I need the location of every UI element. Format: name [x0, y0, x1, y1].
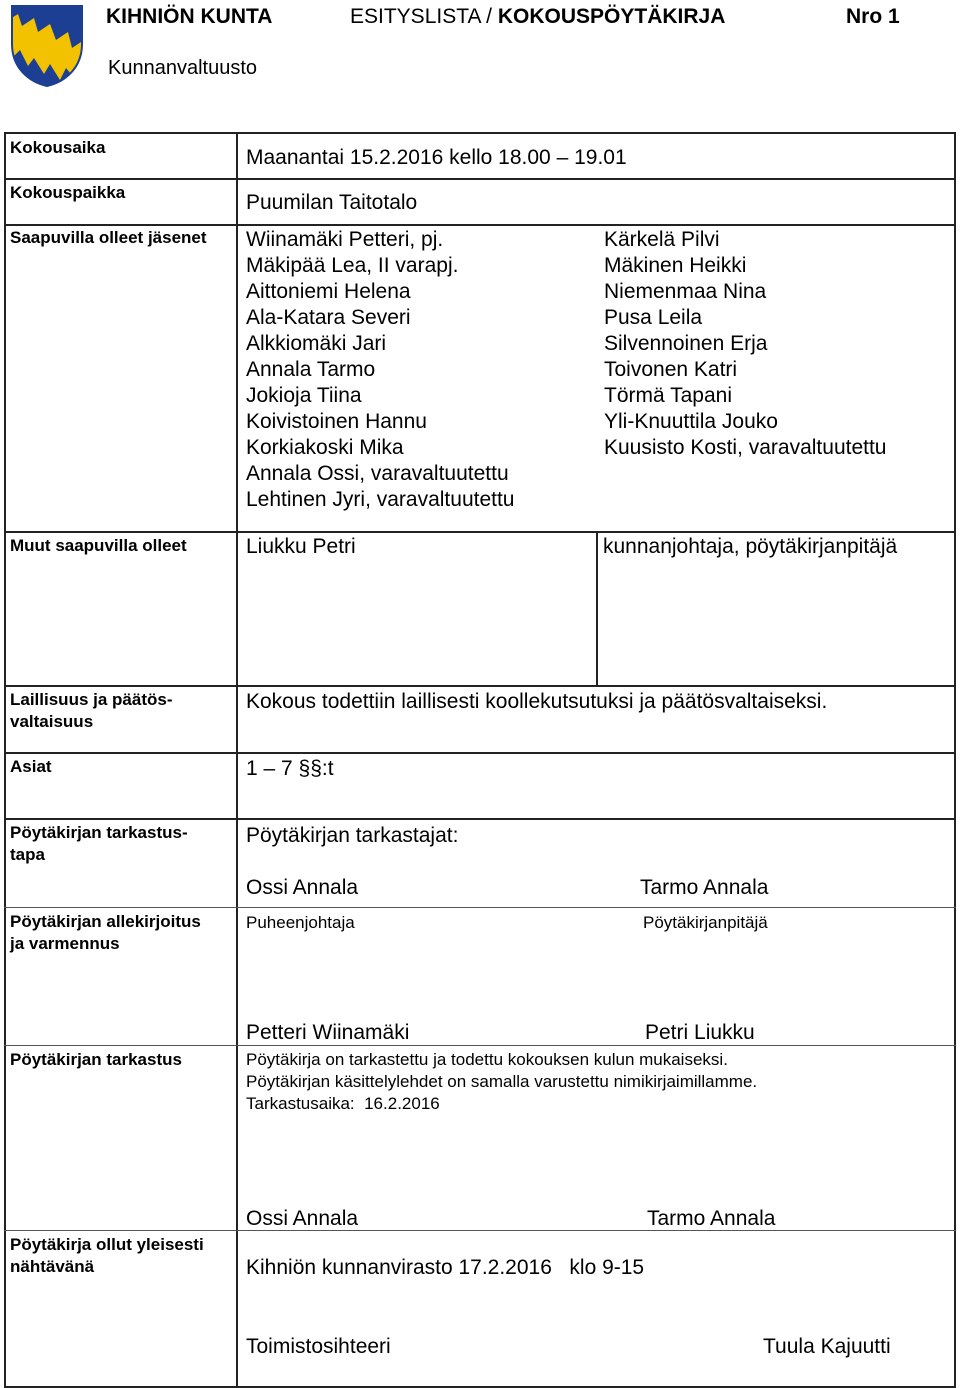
place-label: Kokouspaikka: [10, 183, 126, 202]
list-item: Wiinamäki Petteri, pj.: [246, 228, 444, 251]
signature-name-1: Petteri Wiinamäki: [246, 1021, 410, 1044]
place-value: Puumilan Taitotalo: [246, 191, 418, 214]
check-line-1: Pöytäkirja on tarkastettu ja todettu kokouksen kulun mukaiseksi.: [246, 1050, 728, 1069]
public-value: Kihniön kunnanvirasto 17.2.2016 klo 9-15: [246, 1256, 645, 1279]
row-divider: [4, 531, 956, 533]
list-item: Kuusisto Kosti, varavaltuutettu: [604, 436, 887, 459]
doc-number: Nro 1: [846, 5, 900, 28]
list-item: Lehtinen Jyri, varavaltuutettu: [246, 488, 515, 511]
org-name: KIHNIÖN KUNTA: [106, 5, 273, 28]
checker-2: Tarmo Annala: [640, 876, 769, 899]
public-label-line2: nähtävänä: [10, 1257, 95, 1276]
public-name: Tuula Kajuutti: [763, 1335, 891, 1358]
row-divider: [4, 818, 956, 820]
list-item: Mäkipää Lea, II varapj.: [246, 254, 459, 277]
list-item: Alkkiomäki Jari: [246, 332, 387, 355]
time-value: Maanantai 15.2.2016 kello 18.00 – 19.01: [246, 146, 627, 169]
others-name: Liukku Petri: [246, 535, 356, 558]
check-method-heading: Pöytäkirjan tarkastajat:: [246, 824, 459, 847]
legality-label-line1: Laillisuus ja päätös-: [10, 690, 173, 709]
list-item: Koivistoinen Hannu: [246, 410, 427, 433]
list-item: Annala Tarmo: [246, 358, 376, 381]
list-item: Mäkinen Heikki: [604, 254, 747, 277]
row-divider: [4, 1045, 956, 1046]
others-column-divider: [596, 531, 598, 685]
signature-role-2: Pöytäkirjanpitäjä: [643, 913, 768, 932]
members-label: Saapuvilla olleet jäsenet: [10, 228, 207, 247]
list-item: Jokioja Tiina: [246, 384, 362, 407]
list-item: Törmä Tapani: [604, 384, 733, 407]
table-border-top: [4, 132, 956, 134]
table-border-left: [4, 132, 6, 1388]
items-label: Asiat: [10, 757, 52, 776]
doc-type-name: KOKOUSPÖYTÄKIRJA: [497, 5, 726, 28]
doc-type: [350, 5, 725, 29]
list-item: Annala Ossi, varavaltuutettu: [246, 462, 509, 485]
signature-label-line2: ja varmennus: [10, 934, 120, 953]
row-divider: [4, 178, 956, 180]
row-divider: [4, 752, 956, 754]
check-date: Tarkastusaika: 16.2.2016: [246, 1094, 440, 1113]
legality-label: [10, 689, 173, 733]
signature-label-line1: Pöytäkirjan allekirjoitus: [10, 912, 201, 931]
doc-type-prefix: ESITYSLISTA /: [350, 5, 498, 28]
list-item: Silvennoinen Erja: [604, 332, 768, 355]
check-method-label: [10, 822, 188, 866]
public-label: [10, 1234, 204, 1278]
public-label-line1: Pöytäkirja ollut yleisesti: [10, 1235, 204, 1254]
signature-name-2: Petri Liukku: [645, 1021, 755, 1044]
row-divider: [4, 907, 956, 908]
row-divider: [4, 224, 956, 226]
legality-label-line2: valtaisuus: [10, 712, 94, 731]
list-item: Kärkelä Pilvi: [604, 228, 720, 251]
list-item: Niemenmaa Nina: [604, 280, 767, 303]
check-line-2: Pöytäkirjan käsittelylehdet on samalla varustettu nimikirjaimillamme.: [246, 1072, 758, 1091]
check-method-label-line1: Pöytäkirjan tarkastus-: [10, 823, 188, 842]
label-column-divider: [236, 132, 238, 1388]
table-border-right: [954, 132, 956, 1388]
signature-label: [10, 911, 201, 955]
members-left-list: [246, 227, 515, 513]
legality-value: Kokous todettiin laillisesti koollekutsutuksi ja päätösvaltaiseksi.: [246, 690, 828, 713]
items-value: 1 – 7 §§:t: [246, 757, 334, 780]
check-method-label-line2: tapa: [10, 845, 45, 864]
check-signature-1: Ossi Annala: [246, 1207, 359, 1230]
members-right-list: [604, 227, 887, 461]
list-item: Aittoniemi Helena: [246, 280, 411, 303]
list-item: Yli-Knuuttila Jouko: [604, 410, 778, 433]
coat-of-arms-icon: [10, 4, 84, 88]
check-signature-2: Tarmo Annala: [647, 1207, 776, 1230]
list-item: Toivonen Katri: [604, 358, 738, 381]
signature-role-1: Puheenjohtaja: [246, 913, 355, 932]
time-label: Kokousaika: [10, 138, 106, 157]
list-item: Pusa Leila: [604, 306, 703, 329]
row-divider: [4, 1230, 956, 1231]
checker-1: Ossi Annala: [246, 876, 359, 899]
row-divider: [4, 685, 956, 687]
public-role: Toimistosihteeri: [246, 1335, 391, 1358]
others-label: Muut saapuvilla olleet: [10, 536, 187, 555]
check-label: Pöytäkirjan tarkastus: [10, 1050, 182, 1069]
list-item: Ala-Katara Severi: [246, 306, 411, 329]
others-role: kunnanjohtaja, pöytäkirjanpitäjä: [603, 535, 898, 558]
list-item: Korkiakoski Mika: [246, 436, 404, 459]
body-name: Kunnanvaltuusto: [108, 57, 258, 79]
